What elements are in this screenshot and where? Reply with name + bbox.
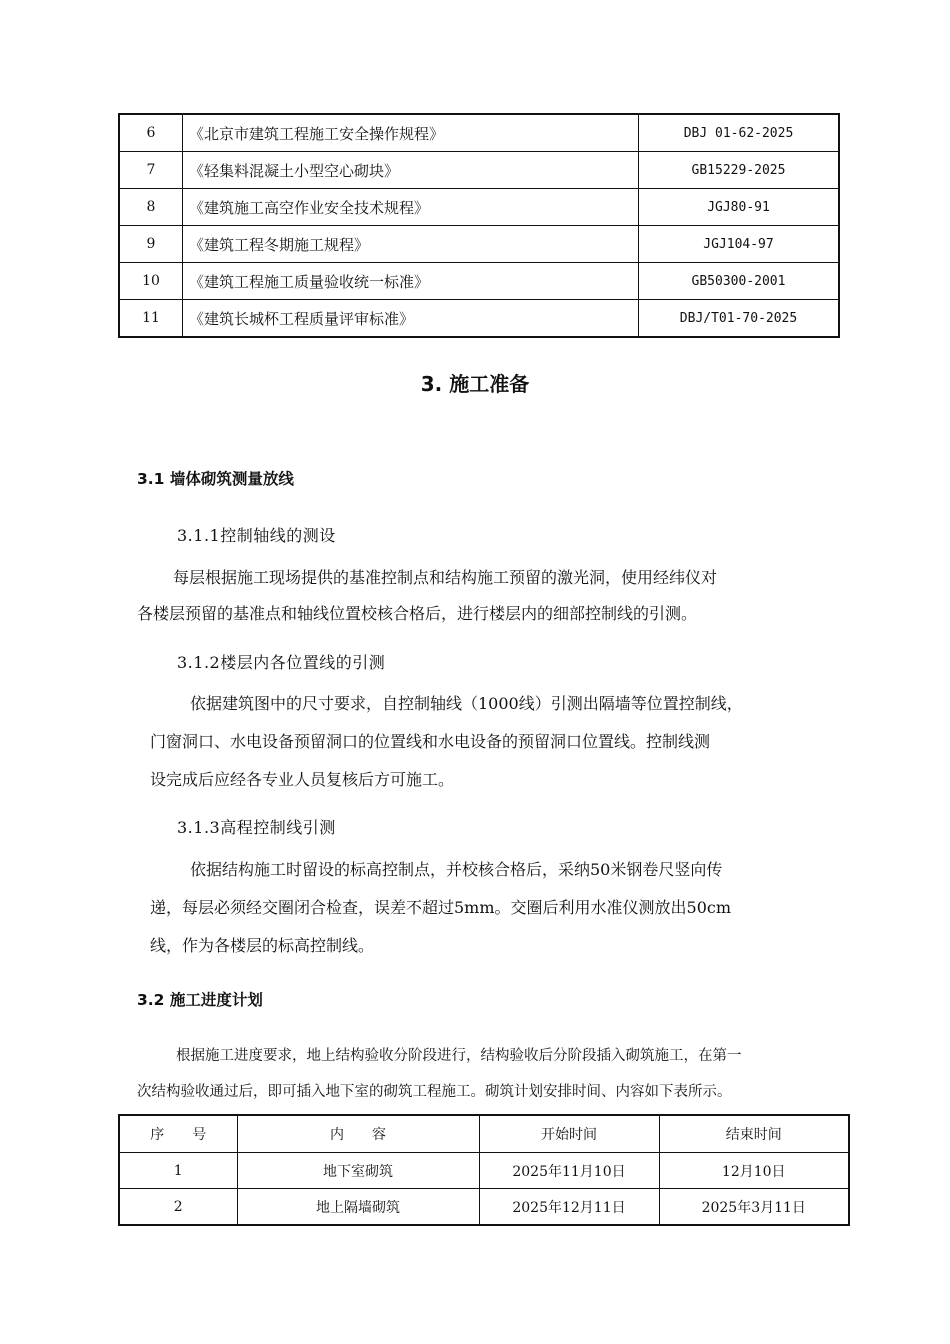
- table-row: [119, 1153, 849, 1189]
- header-cell: 内 容: [237, 1115, 479, 1153]
- standard-name: 《轻集料混凝土小型空心砌块》: [183, 152, 639, 189]
- paragraph-line: 线，作为各楼层的标高控制线。: [150, 936, 375, 955]
- paragraph-line: 递，每层必须经交圈闭合检查，误差不超过5mm。交圈后利用水准仪测放出50cm: [150, 898, 732, 917]
- standard-name: 《建筑施工高空作业安全技术规程》: [183, 189, 639, 226]
- table-row: [119, 114, 839, 152]
- end-date-cell: 12月10日: [659, 1153, 849, 1189]
- start-date-cell: 2025年11月10日: [479, 1153, 659, 1189]
- row-number: 7: [119, 152, 183, 189]
- standard-name: 《北京市建筑工程施工安全操作规程》: [183, 114, 639, 152]
- row-number: 10: [119, 263, 183, 300]
- table-row: [119, 226, 839, 263]
- paragraph-line: 门窗洞口、水电设备预留洞口的位置线和水电设备的预留洞口位置线。控制线测: [150, 732, 711, 751]
- standard-code: JGJ80-91: [639, 189, 840, 226]
- row-number: 8: [119, 189, 183, 226]
- paragraph-line: 依据建筑图中的尺寸要求，自控制轴线（1000线）引测出隔墙等位置控制线，: [190, 694, 743, 713]
- standard-code: DBJ/T01-70-2025: [639, 300, 840, 338]
- content-cell: 地下室砌筑: [237, 1153, 479, 1189]
- table-header-row: [119, 1115, 849, 1153]
- subsection-heading-3-1-2: 3.1.2楼层内各位置线的引测: [177, 653, 386, 672]
- standard-code: JGJ104-97: [639, 226, 840, 263]
- row-number: 9: [119, 226, 183, 263]
- table-row: [119, 300, 839, 338]
- subsection-heading-3-1-1: 3.1.1控制轴线的测设: [177, 526, 336, 545]
- table-row: [119, 1189, 849, 1226]
- row-number: 2: [119, 1189, 237, 1226]
- start-date-cell: 2025年12月11日: [479, 1189, 659, 1226]
- header-cell: 结束时间: [659, 1115, 849, 1153]
- paragraph-line: 次结构验收通过后，即可插入地下室的砌筑工程施工。砌筑计划安排时间、内容如下表所示。: [137, 1084, 732, 1100]
- standard-code: DBJ 01-62-2025: [639, 114, 840, 152]
- paragraph-line: 每层根据施工现场提供的基准控制点和结构施工预留的激光洞，使用经纬仪对: [173, 568, 718, 587]
- header-cell: 开始时间: [479, 1115, 659, 1153]
- standard-name: 《建筑工程冬期施工规程》: [183, 226, 639, 263]
- content-cell: 地上隔墙砌筑: [237, 1189, 479, 1226]
- standard-name: 《建筑长城杯工程质量评审标准》: [183, 300, 639, 338]
- end-date-cell: 2025年3月11日: [659, 1189, 849, 1226]
- table-row: [119, 263, 839, 300]
- table-row: [119, 152, 839, 189]
- paragraph-line: 依据结构施工时留设的标高控制点，并校核合格后，采纳50米钢卷尺竖向传: [190, 860, 723, 879]
- standard-code: GB15229-2025: [639, 152, 840, 189]
- standards-table: [118, 113, 840, 338]
- standard-code: GB50300-2001: [639, 263, 840, 300]
- table-row: [119, 189, 839, 226]
- header-cell: 序 号: [119, 1115, 237, 1153]
- subsection-heading-3-1: 3.1 墙体砌筑测量放线: [137, 470, 294, 488]
- paragraph-line: 根据施工进度要求，地上结构验收分阶段进行，结构验收后分阶段插入砌筑施工，在第一: [176, 1048, 742, 1064]
- row-number: 1: [119, 1153, 237, 1189]
- subsection-heading-3-2: 3.2 施工进度计划: [137, 991, 263, 1009]
- section-title: 3. 施工准备: [420, 372, 530, 396]
- schedule-table: [118, 1114, 850, 1226]
- row-number: 6: [119, 114, 183, 152]
- subsection-heading-3-1-3: 3.1.3高程控制线引测: [177, 818, 336, 837]
- standard-name: 《建筑工程施工质量验收统一标准》: [183, 263, 639, 300]
- row-number: 11: [119, 300, 183, 338]
- paragraph-line: 设完成后应经各专业人员复核后方可施工。: [150, 770, 455, 789]
- paragraph-line: 各楼层预留的基准点和轴线位置校核合格后，进行楼层内的细部控制线的引测。: [137, 604, 698, 623]
